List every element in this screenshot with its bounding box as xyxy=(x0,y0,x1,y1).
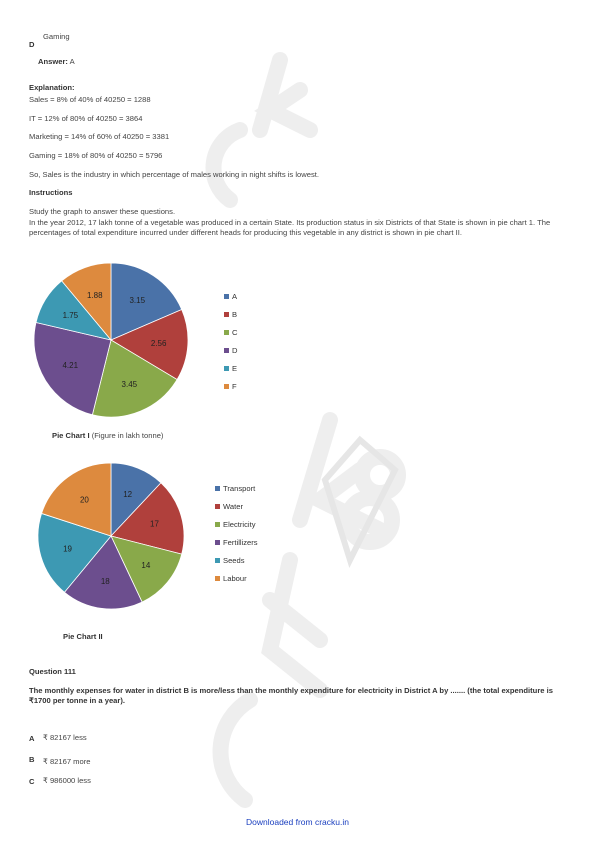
legend-item-b xyxy=(224,310,237,319)
legend-swatch xyxy=(224,294,229,299)
legend-item-a xyxy=(224,292,237,301)
pie-1-data-label: 1.88 xyxy=(86,291,103,301)
legend-item-electricity xyxy=(215,520,256,529)
legend-label: Water xyxy=(223,502,243,511)
legend-item-water xyxy=(215,502,243,511)
explanation-line-2: IT = 12% of 80% of 40250 = 3864 xyxy=(29,114,143,123)
pie-2-data-label: 14 xyxy=(141,560,151,570)
instructions-line-1: Study the graph to answer these questions. xyxy=(29,207,176,216)
legend-swatch xyxy=(215,522,220,527)
question-text: The monthly expenses for water in district B is more/less than the monthly expenditure for electricity in District A by ....... (the total expenditure is ₹1700 per tonne in a year). xyxy=(29,686,553,705)
pie-2-data-label: 12 xyxy=(123,489,133,499)
legend-swatch xyxy=(224,330,229,335)
pie-1-data-label: 3.45 xyxy=(121,380,138,390)
legend-label: F xyxy=(232,382,237,391)
instructions-heading: Instructions xyxy=(29,188,73,197)
legend-swatch xyxy=(224,348,229,353)
legend-label: C xyxy=(232,328,238,337)
legend-item-d xyxy=(224,346,237,355)
legend-swatch xyxy=(224,312,229,317)
pie-chart-2-legend xyxy=(215,484,315,594)
option-text-c[interactable]: ₹ 986000 less xyxy=(43,776,91,785)
legend-label: A xyxy=(232,292,238,301)
legend-item-labour xyxy=(215,574,247,583)
instructions-line-2: In the year 2012, 17 lakh tonne of a vegetable was produced in a certain State. Its production status in six Districts of that State is shown in pie chart 1. The percentages of total expenditure incurred under different heads for producing this vegetable in any district is shown in pie chart II. xyxy=(29,218,551,237)
explanation-line-3: Marketing = 14% of 60% of 40250 = 3381 xyxy=(29,132,170,141)
legend-label: E xyxy=(232,364,238,373)
legend-item-f xyxy=(224,382,237,391)
pie-chart-1 xyxy=(25,258,205,428)
legend-swatch xyxy=(215,576,220,581)
question-number: Question 111 xyxy=(29,667,76,676)
answer-line xyxy=(38,57,75,67)
legend-label: Labour xyxy=(223,574,247,583)
pie-chart-1-caption-title: Pie Chart I xyxy=(52,431,90,440)
answer-label: Answer: xyxy=(38,57,68,66)
option-text-d[interactable]: Gaming xyxy=(43,32,70,41)
explanation-line-4: Gaming = 18% of 80% of 40250 = 5796 xyxy=(29,151,163,160)
legend-label: B xyxy=(232,310,238,319)
legend-label: Transport xyxy=(223,484,256,493)
option-text-a[interactable]: ₹ 82167 less xyxy=(43,733,87,742)
legend-item-c xyxy=(224,328,237,337)
legend-swatch xyxy=(215,504,220,509)
pie-1-data-label: 3.15 xyxy=(129,296,146,306)
option-text-b[interactable]: ₹ 82167 more xyxy=(43,757,91,766)
pie-1-data-label: 4.21 xyxy=(62,360,79,370)
option-letter-d: D xyxy=(29,40,35,49)
option-letter-b: B xyxy=(29,755,35,764)
pie-chart-2 xyxy=(25,455,205,620)
legend-swatch xyxy=(224,366,229,371)
legend-swatch xyxy=(215,558,220,563)
pie-2-data-label: 19 xyxy=(63,544,72,554)
legend-label: Seeds xyxy=(223,556,245,565)
pie-chart-1-caption xyxy=(52,431,163,441)
legend-item-transport xyxy=(215,484,255,493)
explanation-conclusion: So, Sales is the industry in which percentage of males working in night shifts is lowest. xyxy=(29,170,319,179)
explanation-heading: Explanation: xyxy=(29,83,75,92)
pie-2-data-label: 20 xyxy=(79,495,89,505)
pie-1-data-label: 2.56 xyxy=(150,339,167,349)
pie-chart-1-legend xyxy=(224,292,304,402)
legend-item-fertillizers xyxy=(215,538,258,547)
option-letter-a: A xyxy=(29,734,35,743)
pie-chart-2-caption: Pie Chart II xyxy=(63,632,103,641)
legend-swatch xyxy=(215,486,220,491)
pie-2-data-label: 18 xyxy=(100,576,110,586)
legend-label: Electricity xyxy=(223,520,256,529)
pie-chart-1-caption-note: (Figure in lakh tonne) xyxy=(91,431,164,440)
legend-swatch xyxy=(215,540,220,545)
pie-1-data-label: 1.75 xyxy=(62,310,79,320)
footer-download-link[interactable]: Downloaded from cracku.in xyxy=(246,817,349,827)
legend-swatch xyxy=(224,384,229,389)
pie-2-data-label: 17 xyxy=(150,519,159,529)
legend-label: D xyxy=(232,346,238,355)
explanation-line-1: Sales = 8% of 40% of 40250 = 1288 xyxy=(29,95,151,104)
legend-label: Fertillizers xyxy=(223,538,258,547)
answer-value: A xyxy=(69,57,75,66)
legend-item-seeds xyxy=(215,556,245,565)
option-letter-c: C xyxy=(29,777,35,786)
legend-item-e xyxy=(224,364,237,373)
